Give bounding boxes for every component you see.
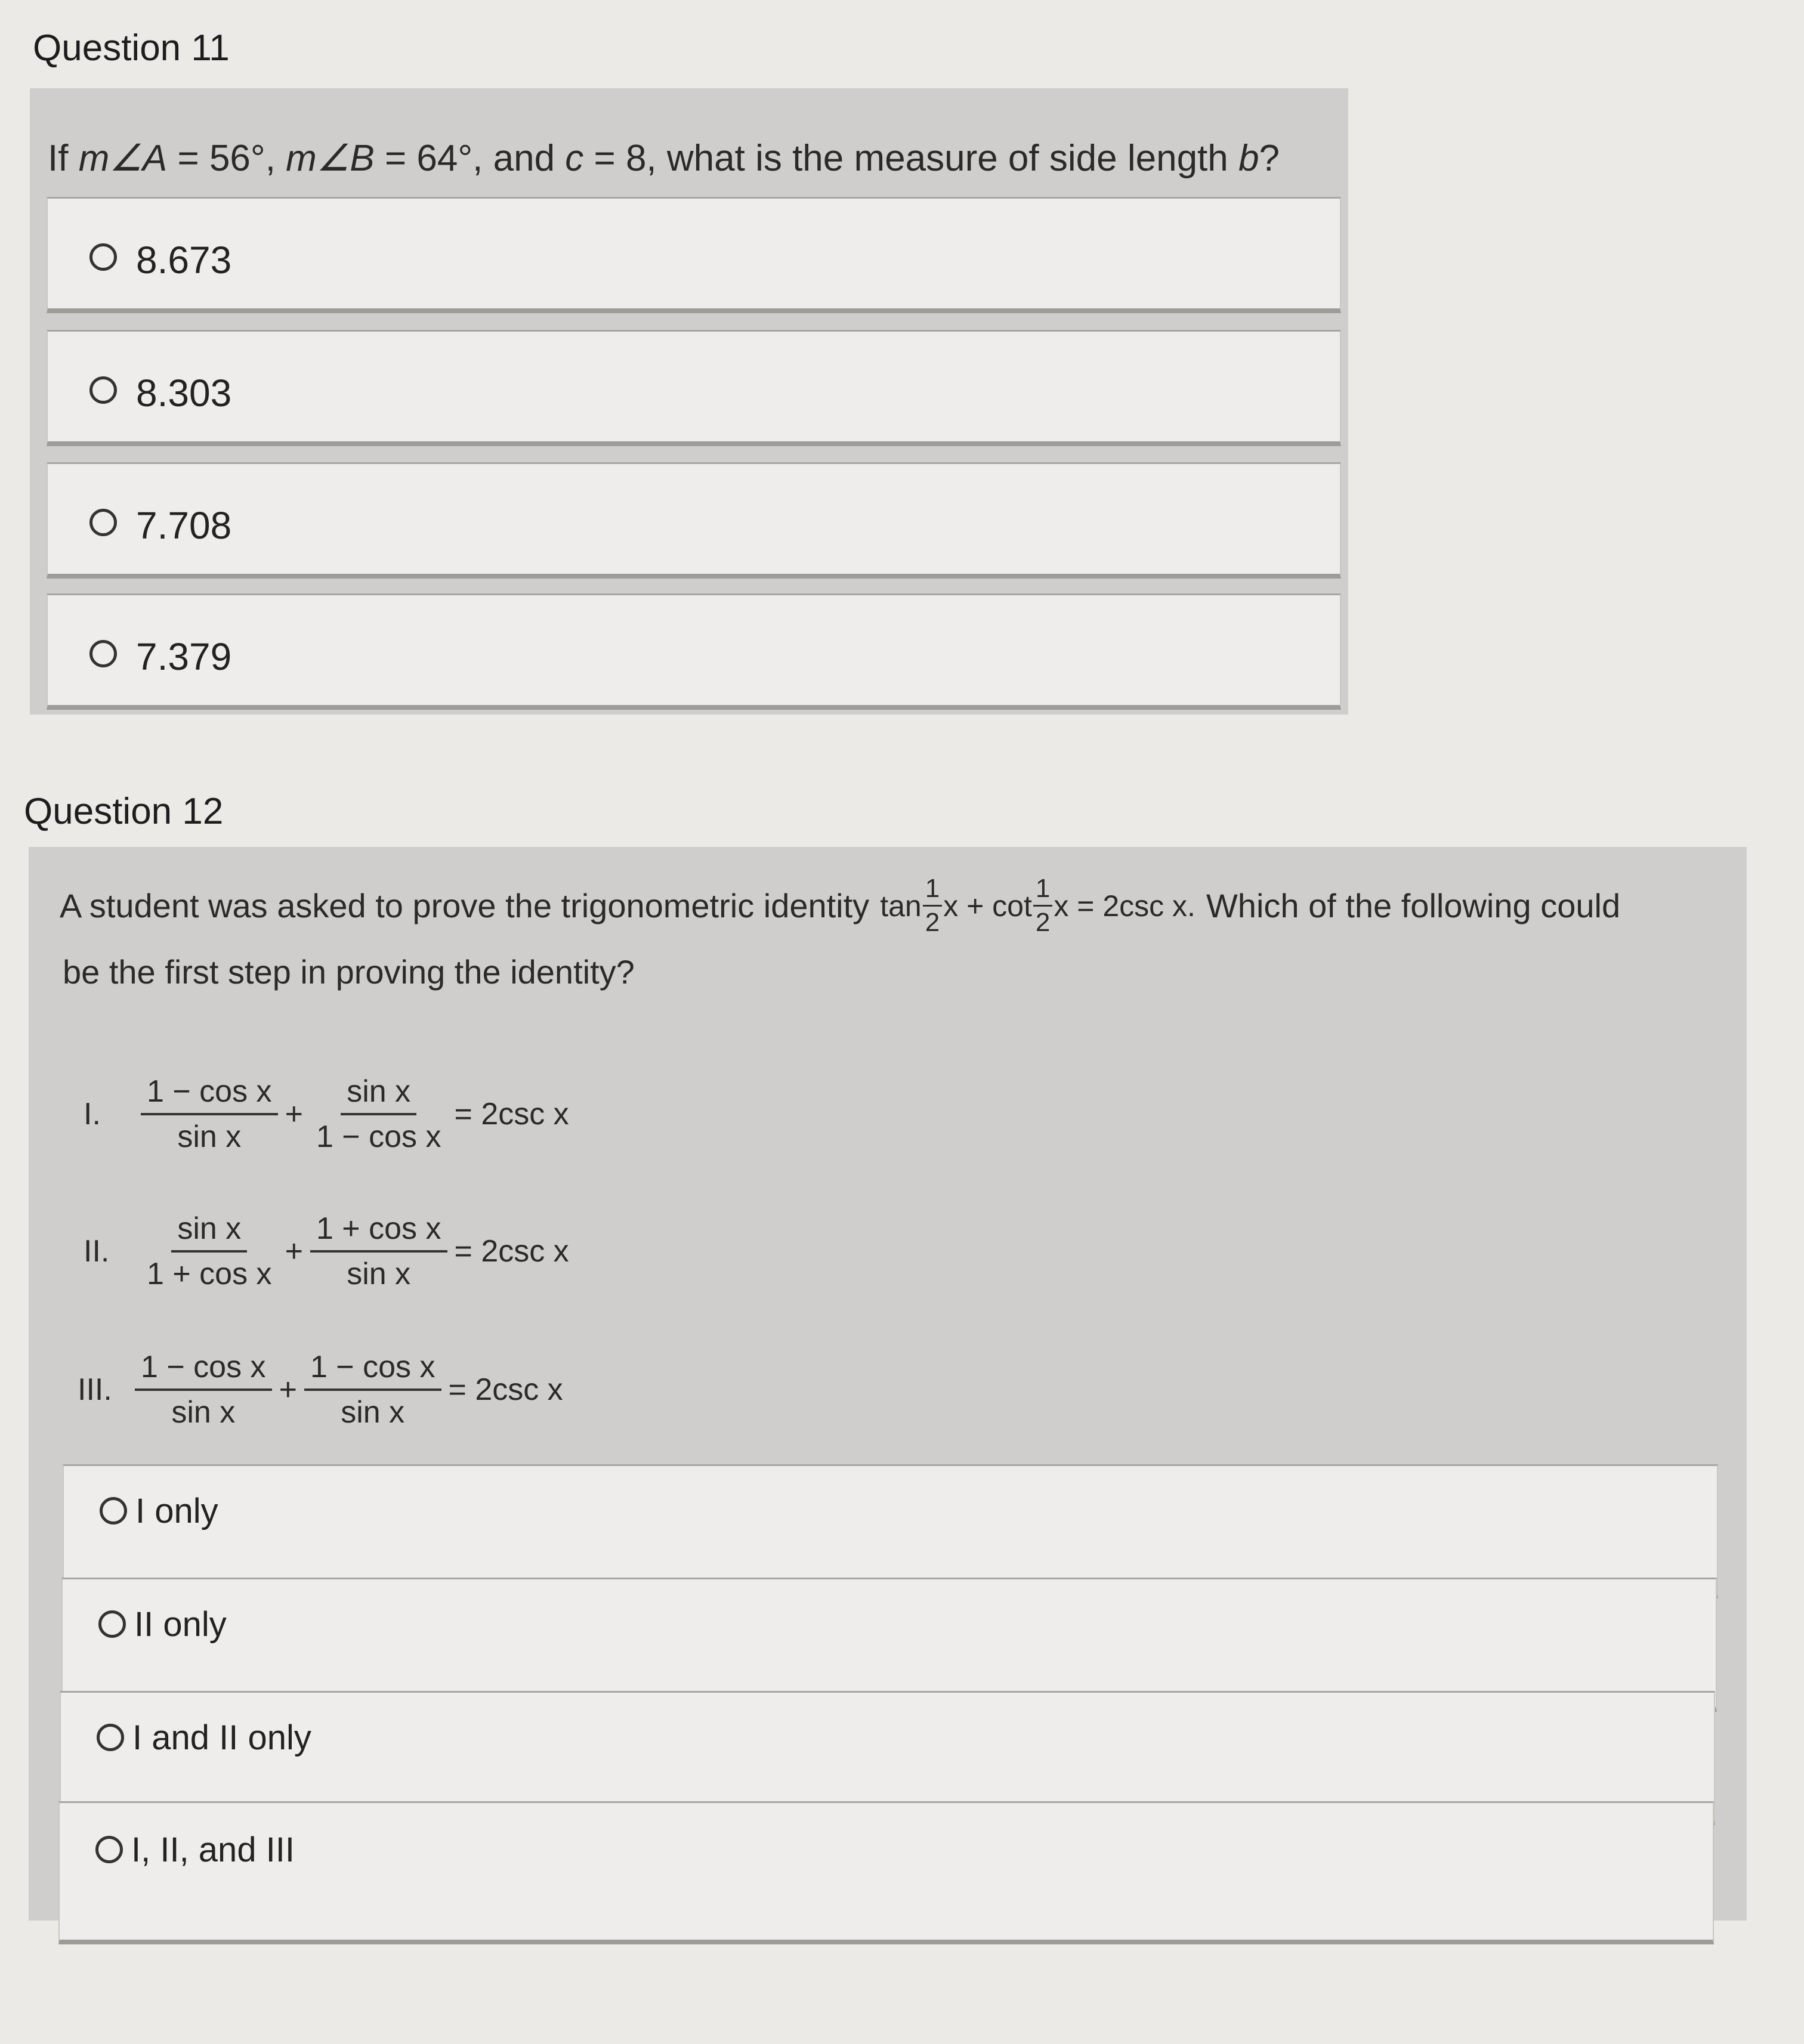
- prompt-text: = 56°,: [167, 138, 286, 179]
- q11-option-1[interactable]: [47, 197, 1341, 313]
- fraction: [141, 1211, 278, 1292]
- fraction: [135, 1349, 272, 1430]
- fraction-denominator: 2: [1035, 908, 1051, 937]
- angle-b: m∠B: [286, 138, 375, 179]
- plus-operator: +: [285, 1097, 303, 1131]
- equation-rhs: = 2csc x: [454, 1097, 569, 1131]
- step-1: [84, 1074, 573, 1155]
- side-c: c: [565, 138, 584, 179]
- fraction-denominator: sin x: [341, 1395, 405, 1430]
- fraction-denominator: sin x: [347, 1257, 411, 1291]
- fraction: [310, 1074, 447, 1155]
- fraction-numerator: sin x: [341, 1074, 416, 1115]
- step-3: [78, 1349, 567, 1430]
- identity-fraction: [923, 874, 942, 938]
- option-label: II only: [134, 1605, 227, 1644]
- step-label: III.: [78, 1372, 112, 1407]
- equation-rhs: = 2csc x: [454, 1234, 569, 1269]
- option-label: 7.708: [136, 504, 232, 547]
- step-label: II.: [84, 1234, 110, 1269]
- prompt-text: ?: [1259, 138, 1280, 179]
- fraction-numerator: sin x: [171, 1211, 247, 1253]
- option-label: 8.303: [136, 372, 232, 415]
- q11-option-4[interactable]: [47, 593, 1341, 710]
- identity-middle: x + cot: [943, 889, 1032, 923]
- radio-icon[interactable]: [95, 1836, 123, 1863]
- fraction-numerator: 1: [923, 874, 942, 907]
- option-label: I and II only: [132, 1718, 311, 1757]
- step-2: [84, 1211, 573, 1292]
- fraction: [304, 1349, 441, 1430]
- question-12-prompt-line-1: [60, 874, 1620, 938]
- option-label: I only: [135, 1492, 218, 1530]
- question-11-title: Question 11: [33, 27, 230, 69]
- radio-icon[interactable]: [100, 1497, 127, 1525]
- q12-option-4[interactable]: [58, 1801, 1714, 1944]
- radio-icon[interactable]: [89, 376, 117, 404]
- prompt-text: = 8, what is the measure of side length: [583, 138, 1238, 179]
- fraction-numerator: 1: [1033, 874, 1052, 907]
- radio-icon[interactable]: [89, 509, 117, 536]
- option-label: I, II, and III: [131, 1830, 295, 1869]
- angle-a: m∠A: [78, 138, 168, 179]
- fraction: [310, 1211, 447, 1292]
- radio-icon[interactable]: [89, 243, 117, 271]
- q11-option-2[interactable]: [47, 330, 1341, 446]
- step-label: I.: [84, 1097, 101, 1131]
- prompt-text: A student was asked to prove the trigonometric identity: [60, 887, 870, 924]
- q11-option-3[interactable]: [47, 462, 1341, 579]
- question-11-prompt: [48, 136, 1280, 180]
- prompt-text: Which of the following could: [1206, 887, 1621, 924]
- fraction-denominator: 2: [925, 908, 940, 937]
- fraction-numerator: 1 − cos x: [304, 1349, 441, 1391]
- identity-tan: tan: [880, 889, 922, 923]
- radio-icon[interactable]: [98, 1610, 126, 1638]
- prompt-text: = 64°, and: [374, 138, 566, 179]
- identity-end: x = 2csc x.: [1054, 889, 1196, 923]
- radio-icon[interactable]: [97, 1724, 124, 1751]
- plus-operator: +: [285, 1234, 303, 1269]
- plus-operator: +: [279, 1372, 297, 1407]
- fraction-denominator: sin x: [171, 1395, 236, 1430]
- fraction-denominator: sin x: [177, 1120, 242, 1154]
- option-label: 8.673: [136, 239, 232, 282]
- fraction-numerator: 1 − cos x: [135, 1349, 272, 1391]
- fraction-numerator: 1 + cos x: [310, 1211, 447, 1253]
- side-b: b: [1238, 138, 1259, 179]
- option-label: 7.379: [136, 635, 232, 678]
- equation-rhs: = 2csc x: [448, 1372, 563, 1407]
- fraction-denominator: 1 + cos x: [147, 1257, 272, 1291]
- fraction: [141, 1074, 278, 1155]
- question-12-title: Question 12: [24, 791, 224, 832]
- prompt-text: If: [48, 138, 79, 179]
- question-12-prompt-line-2: be the first step in proving the identity?: [63, 953, 635, 991]
- radio-icon[interactable]: [89, 640, 117, 667]
- fraction-numerator: 1 − cos x: [141, 1074, 278, 1115]
- identity-expression: [880, 874, 1196, 938]
- identity-fraction: [1033, 874, 1052, 938]
- fraction-denominator: 1 − cos x: [316, 1120, 441, 1154]
